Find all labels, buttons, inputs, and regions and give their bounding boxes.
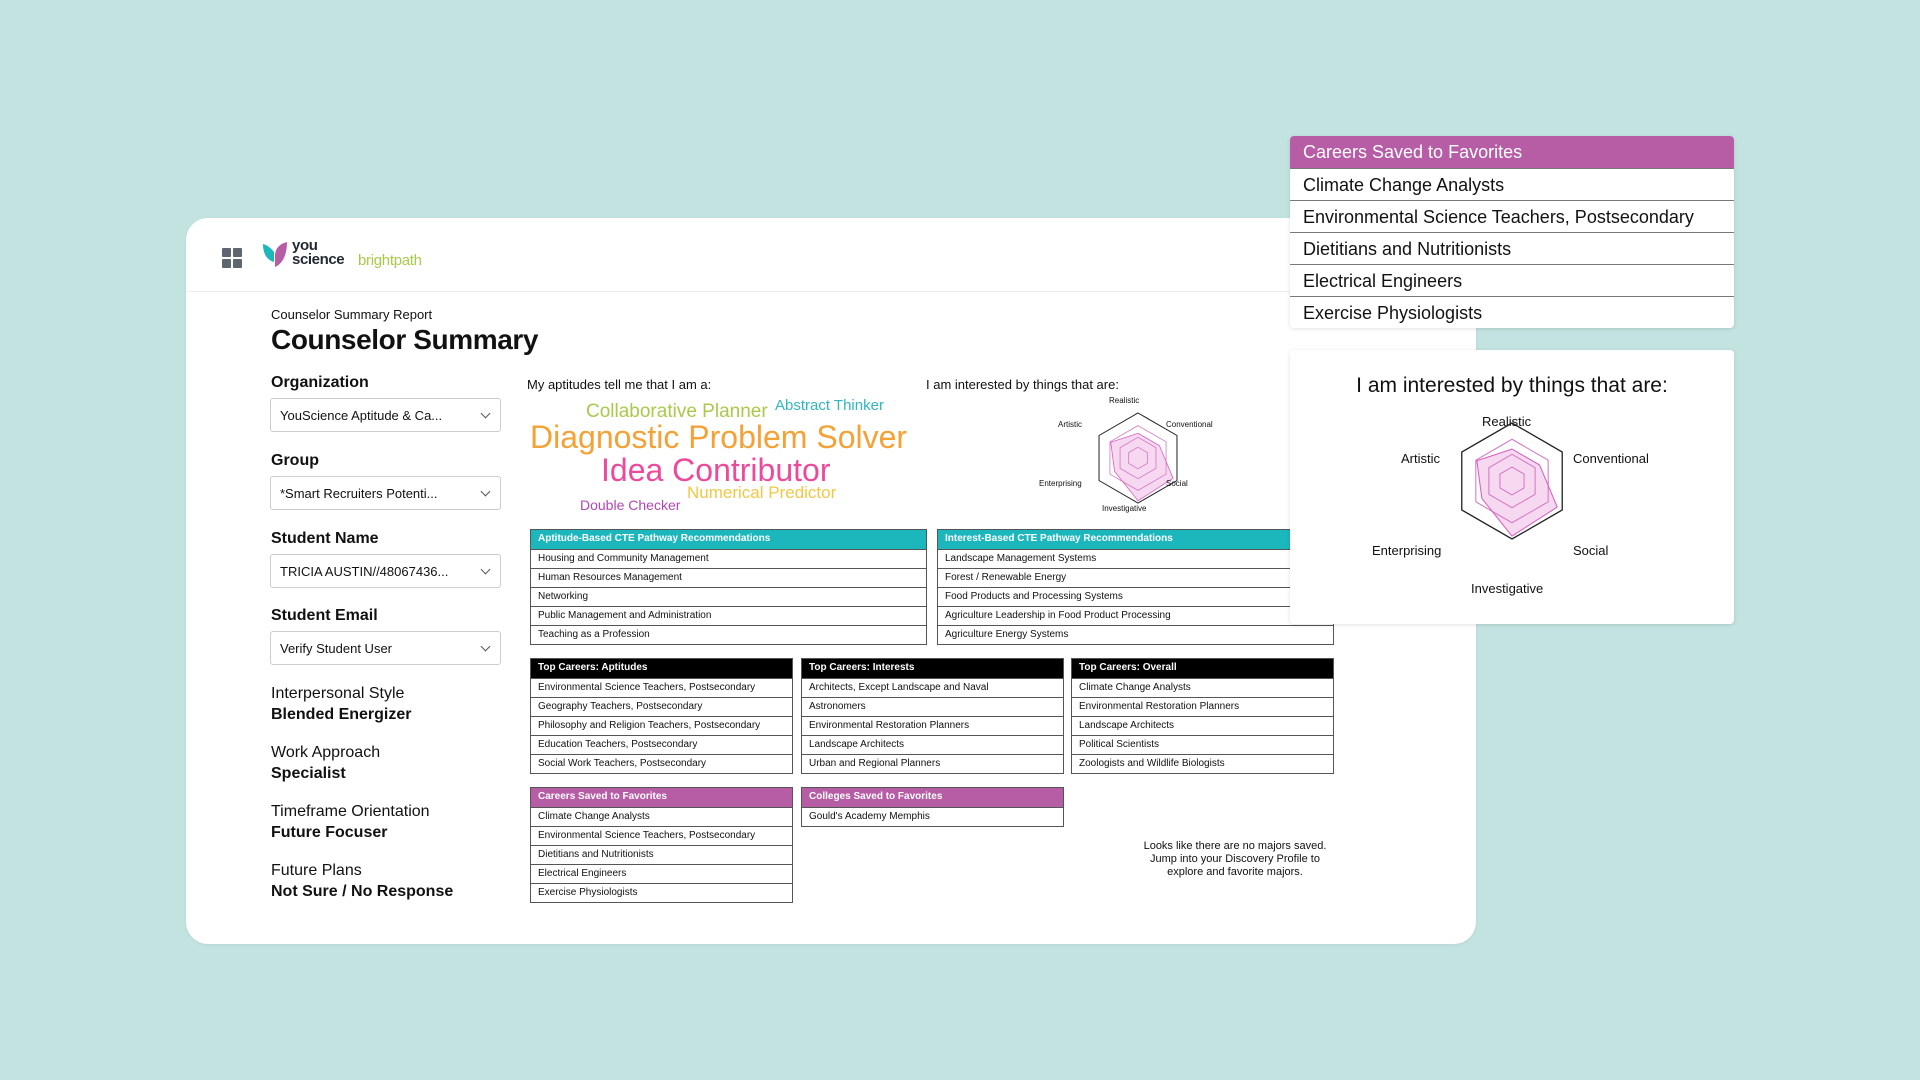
careers-saved-table [530,787,793,903]
chevron-down-icon [481,565,491,575]
aptitude-diagnostic-problem-solver: Diagnostic Problem Solver [530,419,908,455]
logo-brightpath-text: brightpath [358,252,422,269]
table-header: Colleges Saved to Favorites [802,788,1063,807]
top-careers-overall-table [1071,658,1334,774]
table-row[interactable]: Architects, Except Landscape and Naval [802,678,1063,697]
table-row[interactable]: Networking [531,587,926,606]
table-row[interactable]: Agriculture Energy Systems [938,625,1333,644]
page-title: Counselor Summary [271,324,539,355]
table-row[interactable]: Environmental Science Teachers, Postsecondary [531,826,792,845]
group-select[interactable] [270,476,501,510]
careers-saved-panel [1290,136,1734,328]
mini-axis-artistic: Artistic [1058,420,1082,429]
aptitude-cte-table [530,529,927,645]
grid-icon[interactable] [222,248,242,268]
student-name-label: Student Name [271,530,379,547]
top-careers-aptitudes-table [530,658,793,774]
table-row[interactable]: Dietitians and Nutritionists [531,845,792,864]
table-header: Top Careers: Aptitudes [531,659,792,678]
work-approach-value: Specialist [271,765,346,782]
report-subtitle: Counselor Summary Report [271,307,433,322]
table-row[interactable]: Zoologists and Wildlife Biologists [1072,754,1333,773]
table-header: Top Careers: Interests [802,659,1063,678]
interpersonal-style-label: Interpersonal Style [271,685,405,702]
radar-area [1111,433,1173,501]
axis-artistic: Artistic [1401,451,1440,466]
table-row[interactable]: Exercise Physiologists [531,883,792,902]
axis-realistic: Realistic [1482,414,1532,429]
chevron-down-icon [481,409,491,419]
table-row[interactable]: Astronomers [802,697,1063,716]
table-header: Aptitude-Based CTE Pathway Recommendations [531,530,926,549]
no-majors-line: Looks like there are no majors saved. [1143,840,1327,852]
table-row[interactable]: Education Teachers, Postsecondary [531,735,792,754]
student-email-value: Verify Student User [280,641,392,656]
student-email-select[interactable] [270,631,501,665]
table-row[interactable]: Political Scientists [1072,735,1333,754]
table-row[interactable]: Landscape Management Systems [938,549,1333,568]
app-header [186,218,1476,292]
list-item[interactable]: Climate Change Analysts [1290,168,1734,200]
table-row[interactable]: Agriculture Leadership in Food Product Processing [938,606,1333,625]
table-row[interactable]: Climate Change Analysts [531,807,792,826]
list-item[interactable]: Exercise Physiologists [1290,296,1734,328]
careers-saved-header: Careers Saved to Favorites [1290,136,1734,168]
chevron-down-icon [481,487,491,497]
mini-axis-realistic: Realistic [1109,396,1140,405]
table-row[interactable]: Teaching as a Profession [531,625,926,644]
mini-axis-social: Social [1166,479,1188,488]
interest-radar-panel [1290,350,1734,624]
table-row[interactable]: Philosophy and Religion Teachers, Postsecondary [531,716,792,735]
table-row[interactable]: Climate Change Analysts [1072,678,1333,697]
axis-social: Social [1573,543,1609,558]
timeframe-label: Timeframe Orientation [271,803,430,820]
group-label: Group [271,452,319,469]
timeframe-value: Future Focuser [271,824,388,841]
table-row[interactable]: Environmental Science Teachers, Postsecondary [531,678,792,697]
list-item[interactable]: Dietitians and Nutritionists [1290,232,1734,264]
mini-axis-conventional: Conventional [1166,420,1213,429]
future-plans-label: Future Plans [271,862,362,879]
logo-science-text: science [292,251,345,268]
axis-enterprising: Enterprising [1372,543,1442,558]
aptitude-collaborative-planner: Collaborative Planner [586,401,768,422]
future-plans-value: Not Sure / No Response [271,883,454,900]
list-item[interactable]: Electrical Engineers [1290,264,1734,296]
table-header: Careers Saved to Favorites [531,788,792,807]
radar-title: I am interested by things that are: [1356,374,1668,397]
list-item[interactable]: Environmental Science Teachers, Postsecondary [1290,200,1734,232]
table-header: Interest-Based CTE Pathway Recommendations [938,530,1333,549]
counselor-summary-card [186,218,1476,944]
table-header: Top Careers: Overall [1072,659,1333,678]
table-row[interactable]: Food Products and Processing Systems [938,587,1333,606]
interpersonal-style-value: Blended Energizer [271,706,412,723]
student-name-value: TRICIA AUSTIN//48067436... [280,564,449,579]
table-row[interactable]: Environmental Restoration Planners [802,716,1063,735]
group-value: *Smart Recruiters Potenti... [280,486,438,501]
no-majors-message [1122,840,1348,879]
no-majors-line: Jump into your Discovery Profile to [1150,853,1320,865]
table-row[interactable]: Landscape Architects [802,735,1063,754]
organization-value: YouScience Aptitude & Ca... [280,408,443,423]
aptitude-abstract-thinker: Abstract Thinker [775,397,884,414]
table-row[interactable]: Gould's Academy Memphis [802,807,1063,826]
student-name-select[interactable] [270,554,501,588]
axis-conventional: Conventional [1573,451,1649,466]
top-careers-interests-table [801,658,1064,774]
organization-label: Organization [271,374,369,391]
mini-axis-enterprising: Enterprising [1039,479,1082,488]
aptitude-numerical-predictor: Numerical Predictor [687,483,837,502]
mini-axis-investigative: Investigative [1102,504,1147,513]
interest-radar-chart-large [1452,419,1572,543]
colleges-saved-table [801,787,1064,827]
table-row[interactable]: Landscape Architects [1072,716,1333,735]
aptitude-idea-contributor: Idea Contributor [601,452,831,488]
table-row[interactable]: Human Resources Management [531,568,926,587]
organization-select[interactable] [270,398,501,432]
table-row[interactable]: Geography Teachers, Postsecondary [531,697,792,716]
table-row[interactable]: Forest / Renewable Energy [938,568,1333,587]
work-approach-label: Work Approach [271,744,381,761]
chevron-down-icon [481,642,491,652]
table-row[interactable]: Electrical Engineers [531,864,792,883]
aptitude-double-checker: Double Checker [580,497,681,513]
radar-area [1477,449,1557,536]
logo-you-text: you [292,237,318,254]
leaf-logo-icon [262,240,288,268]
interests-intro: I am interested by things that are: [926,377,1119,392]
table-row[interactable]: Environmental Restoration Planners [1072,697,1333,716]
table-row[interactable]: Social Work Teachers, Postsecondary [531,754,792,773]
table-row[interactable]: Urban and Regional Planners [802,754,1063,773]
student-email-label: Student Email [271,607,378,624]
aptitudes-intro: My aptitudes tell me that I am a: [527,377,712,392]
interest-cte-table [937,529,1334,645]
axis-investigative: Investigative [1471,581,1544,596]
table-row[interactable]: Public Management and Administration [531,606,926,625]
table-row[interactable]: Housing and Community Management [531,549,926,568]
no-majors-line: explore and favorite majors. [1167,866,1303,878]
